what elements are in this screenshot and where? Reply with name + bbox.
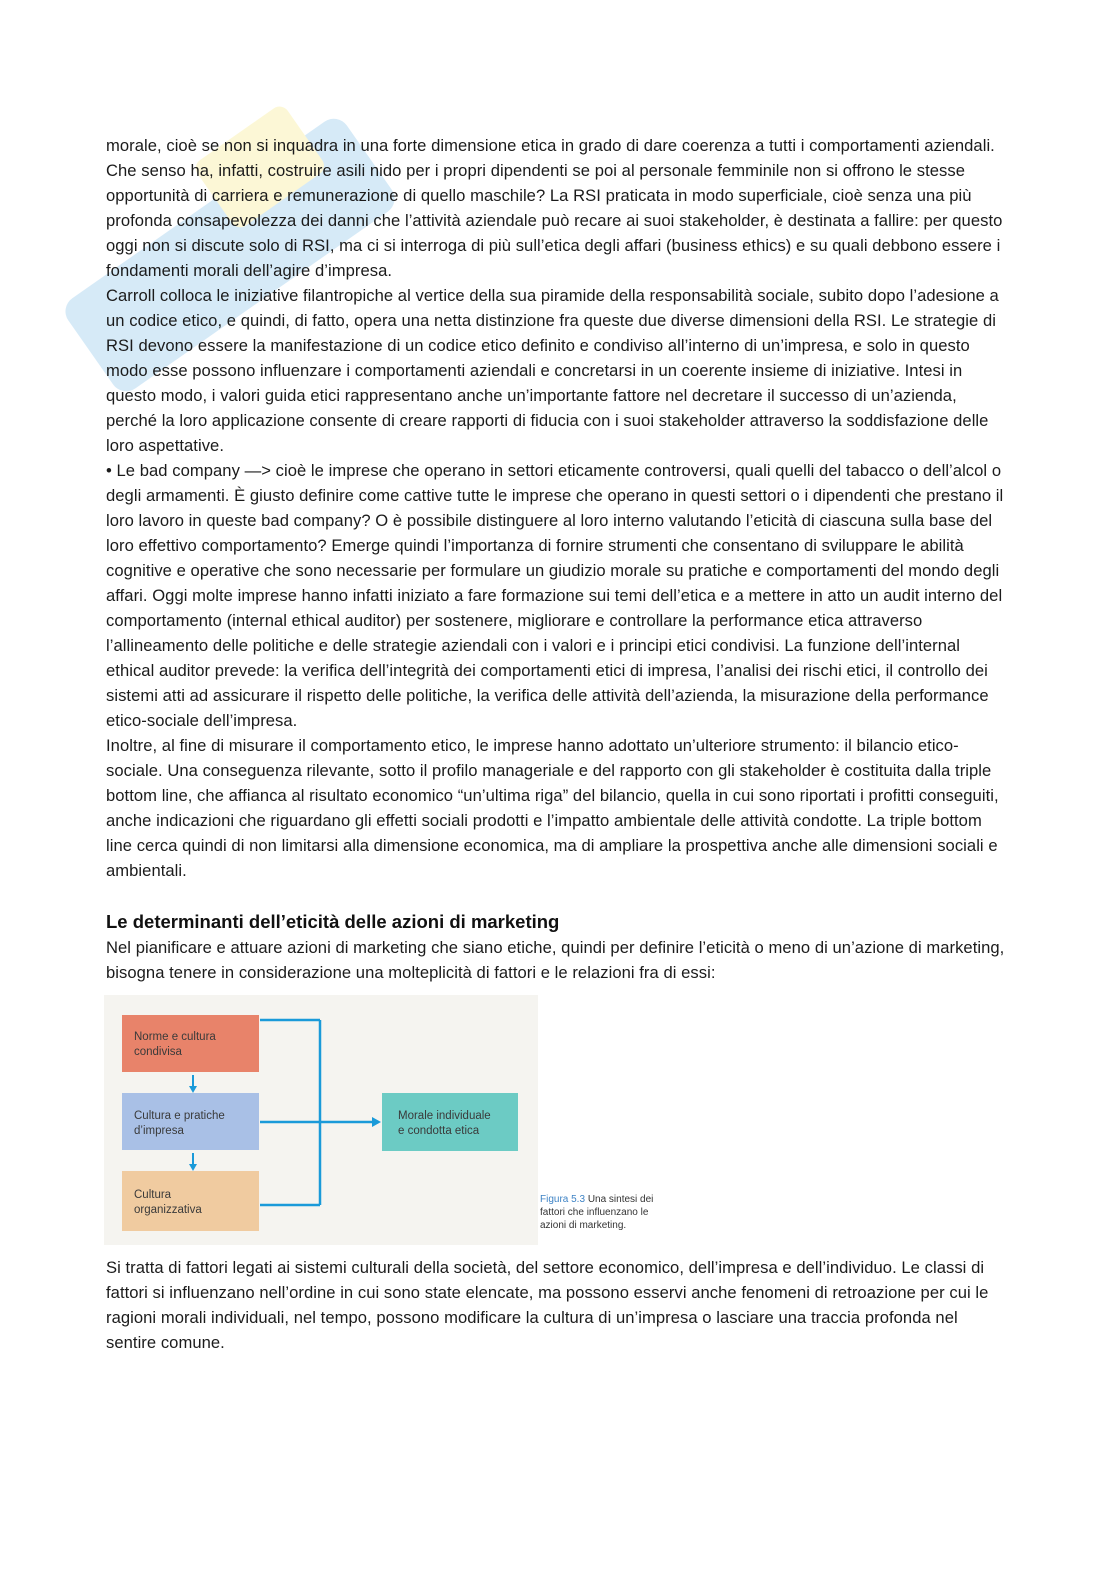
factors-diagram (104, 995, 538, 1245)
document-body (106, 133, 1006, 1355)
paragraph-bad-company: • Le bad company —> cioè le imprese che operano in settori eticamente controversi, quali quelli del tabacco o dell’alcol o degli armamenti. È giusto definire come cattive tutte le imprese che operano in questi settori o i dipendenti che prestano il loro lavoro in queste bad company? O è possibile distinguere al loro interno valutando l’eticità di ciascuna sulla base del loro effettivo comportamento? Emerge quindi l’importanza di fornire strumenti che consentano di sviluppare le abilità cognitive e operative che sono necessarie per formulare un giudizio morale su pratiche e comportamenti del mondo degli affari. Oggi molte imprese hanno infatti iniziato a fare formazione sui temi dell’etica e a mettere in atto un audit interno del comportamento (internal ethical auditor) per sostenere, migliorare e controllare la performance etica attraverso l’allineamento delle politiche e delle strategie aziendali con i valori e i principi etici condivisi. La funzione dell’internal ethical auditor prevede: la verifica dell’integrità dei comportamenti etici di impresa, l’analisi dei rischi etici, il controllo dei sistemi atti ad assicurare il rispetto delle politiche, la verifica delle attività dell’azienda, la misurazione della performance etico-sociale dell’impresa. (106, 461, 1004, 730)
section-intro: Nel pianificare e attuare azioni di marketing che siano etiche, quindi per definire l’eticità o meno di un’azione di marketing, bisogna tenere in considerazione una molteplicità di fattori e le relazioni fra di essi: (106, 938, 1005, 982)
paragraph-carroll: Carroll colloca le iniziative filantropiche al vertice della sua piramide della responsabilità sociale, subito dopo l’adesione a un codice etico, e quindi, di fatto, opera una netta distinzione fra queste due diverse dimensioni della RSI. Le strategie di RSI devono essere la manifestazione di un codice etico definito e condiviso all’interno di un’impresa, e solo in questo modo esse possono influenzare i comportamenti aziendali e concretarsi in un coerente insieme di iniziative. Intesi in questo modo, i valori guida etici rappresentano anche un’importante fattore nel decretare il successo di un’azienda, perché la loro applicazione consente di creare rapporti di fiducia con i suoi stakeholder attraverso la soddisfazione delle loro aspettative. (106, 286, 999, 455)
label-morale-2: e condotta etica (398, 1125, 480, 1137)
figure (106, 995, 1006, 1245)
label-norme-2: condivisa (134, 1046, 182, 1058)
caption-line2: fattori che influenzano le (540, 1207, 649, 1218)
caption-label: Figura 5.3 (540, 1194, 586, 1205)
caption-line3: azioni di marketing. (540, 1220, 627, 1231)
label-impresa-2: d’impresa (134, 1125, 184, 1137)
section-heading: Le determinanti dell’eticità delle azioni di marketing (106, 911, 560, 932)
caption-line1: Una sintesi dei (587, 1194, 654, 1205)
figure-caption (540, 1193, 680, 1232)
paragraph-rsi-morale: morale, cioè se non si inquadra in una forte dimensione etica in grado di dare coerenza a tutti i comportamenti aziendali. Che senso ha, infatti, costruire asili nido per i propri dipendenti se poi al personale femminile non si offrono le stesse opportunità di carriera e remunerazione di quello maschile? La RSI praticata in modo superficiale, cioè senza una più profonda consapevolezza dei danni che l’attività aziendale può recare ai suoi stakeholder, è destinata a fallire: per questo oggi non si discute solo di RSI, ma ci si interroga di più sull’etica degli affari (business ethics) e su quali debbono essere i fondamenti morali dell’agire d’impresa. (106, 136, 1003, 280)
label-impresa-1: Cultura e pratiche (134, 1110, 225, 1122)
paragraph-bilancio-etico: Inoltre, al fine di misurare il comportamento etico, le imprese hanno adottato un’ulteriore strumento: il bilancio etico-sociale. Una conseguenza rilevante, sotto il profilo manageriale e del rapporto con gli stakeholder è costituita dalla triple bottom line, che affianca al risultato economico “un’ultima riga” del bilancio, quella in cui sono riportati i profitti conseguiti, anche indicazioni che riguardano gli effetti sociali prodotti e l’impatto ambientale delle attività condotte. La triple bottom line cerca quindi di non limitarsi alla dimensione economica, ma di ampliare la prospettiva anche alle dimensioni sociali e ambientali. (106, 736, 999, 880)
label-org-1: Cultura (134, 1189, 172, 1201)
label-morale-1: Morale individuale (398, 1110, 491, 1122)
box-cultura-org (122, 1171, 259, 1231)
box-norme (122, 1015, 259, 1072)
label-org-2: organizzativa (134, 1204, 202, 1216)
label-norme-1: Norme e cultura (134, 1031, 216, 1043)
box-morale (382, 1093, 518, 1151)
paragraph-closing: Si tratta di fattori legati ai sistemi culturali della società, del settore economico, dell’impresa e dell’individuo. Le classi di fattori si influenzano nell’ordine in cui sono state elencate, ma possono esservi anche fenomeni di retroazione per cui le ragioni morali individuali, nel tempo, possono modificare la cultura di un’impresa o lasciare una traccia profonda nel sentire comune. (106, 1258, 989, 1352)
